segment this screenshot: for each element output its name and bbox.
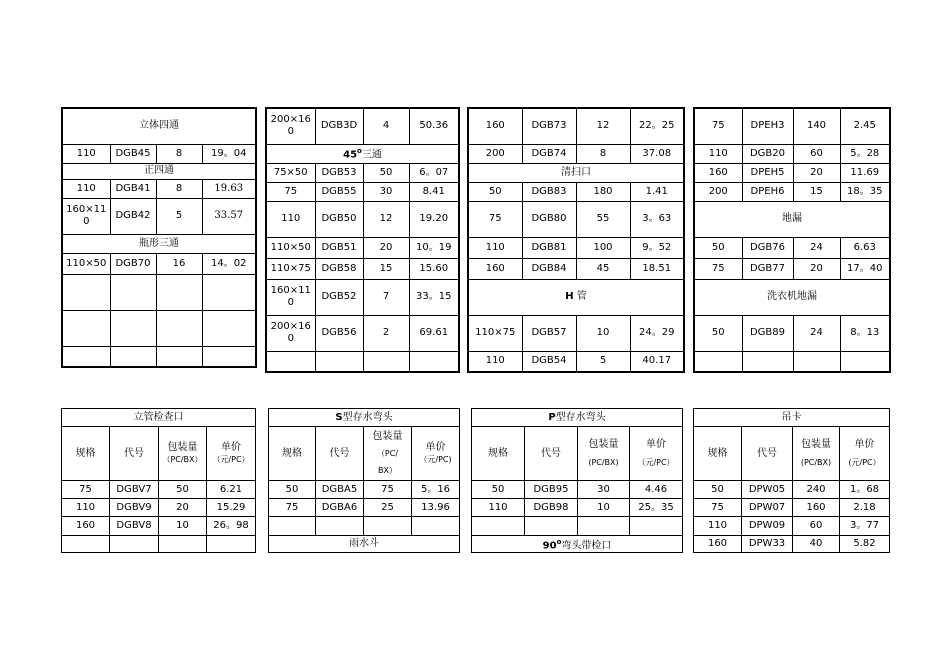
empty-row <box>62 536 256 553</box>
table-row: 110 DGB54 5 40.17 <box>468 351 684 372</box>
table-row: 200×160 DGB3D 4 50.36 <box>266 108 459 144</box>
section-title: 45$^o$三通 <box>266 144 459 163</box>
table-row: 200×160 DGB56 2 69.61 <box>266 315 459 351</box>
table-row: 200 DPEH6 15 18。35 <box>694 182 890 201</box>
section-title: S型存水弯头 <box>269 409 460 427</box>
table-p-trap <box>471 408 683 553</box>
table-cleanout-h-pipe <box>467 107 685 373</box>
section-title: 立体四通 <box>62 108 256 144</box>
table-row: 75 DGBV7 50 6.21 <box>62 481 256 499</box>
table-row: 110 DGB45 8 19。04 <box>62 144 256 163</box>
header-row: 规格 代号 包装量 (PC/BX) 单价 (元/PC） <box>694 427 890 481</box>
table-row: 75 DPW07 160 2.18 <box>694 499 890 517</box>
table-row: 160 DPW33 40 5.82 <box>694 536 890 553</box>
table-row: 50 DPW05 240 1。68 <box>694 481 890 499</box>
table-row: 110 DPW09 60 3。77 <box>694 517 890 536</box>
section-title: 吊卡 <box>694 409 890 427</box>
table-row: 160×110 DGB42 5 33.57 <box>62 198 256 234</box>
empty-row <box>266 351 459 372</box>
section-title: 90$^o$弯头带检口 <box>472 536 683 553</box>
table-row: 110 DGB50 12 19.20 <box>266 201 459 237</box>
section-title: 正四通 <box>62 163 256 179</box>
table-row: 110 DGB41 8 19.63 <box>62 179 256 198</box>
table-row: 160 DGB73 12 22。25 <box>468 108 684 144</box>
empty-row <box>472 517 683 536</box>
table-row: 110×75 DGB57 10 24。29 <box>468 315 684 351</box>
header-row: 规格 代号 包装量 (PC/BX) 单价 （元/PC） <box>472 427 683 481</box>
table-pipe-clamps <box>693 408 890 553</box>
table-riser-access <box>61 408 256 553</box>
section-title: H 管 <box>468 279 684 315</box>
section-title: 瓶形三通 <box>62 234 256 253</box>
table-s-trap <box>268 408 460 553</box>
section-title: 立管检查口 <box>62 409 256 427</box>
table-row: 50 DGB76 24 6.63 <box>694 237 890 258</box>
section-title: 地漏 <box>694 201 890 237</box>
empty-row <box>62 274 256 310</box>
table-row: 110 DGBV9 20 15.29 <box>62 499 256 517</box>
table-row: 75 DGB55 30 8.41 <box>266 182 459 201</box>
section-title: 洗衣机地漏 <box>694 279 890 315</box>
table-row: 110×75 DGB58 15 15.60 <box>266 258 459 279</box>
table-row: 110×50 DGB70 16 14。02 <box>62 253 256 274</box>
table-row: 110 DGB81 100 9。52 <box>468 237 684 258</box>
table-row: 160 DGBV8 10 26。98 <box>62 517 256 536</box>
table-row: 50 DGB89 24 8。13 <box>694 315 890 351</box>
table-row: 50 DGB83 180 1.41 <box>468 182 684 201</box>
section-title: P型存水弯头 <box>472 409 683 427</box>
table-row: 160×110 DGB52 7 33。15 <box>266 279 459 315</box>
table-row: 110 DGB20 60 5。28 <box>694 144 890 163</box>
table-row: 75 DGB80 55 3。63 <box>468 201 684 237</box>
table-row: 50 DGB95 30 4.46 <box>472 481 683 499</box>
table-row: 110×50 DGB51 20 10。19 <box>266 237 459 258</box>
empty-row <box>62 346 256 367</box>
table-row: 75 DGBA6 25 13.96 <box>269 499 460 517</box>
table-45-tees <box>265 107 460 373</box>
table-row: 75 DPEH3 140 2.45 <box>694 108 890 144</box>
empty-row <box>62 310 256 346</box>
header-row: 规格 代号 包装量 （PC/ BX） 单价 （元/PC) <box>269 427 460 481</box>
table-row: 160 DGB84 45 18.51 <box>468 258 684 279</box>
empty-row <box>694 351 890 372</box>
section-title: 清扫口 <box>468 163 684 182</box>
table-row: 160 DPEH5 20 11.69 <box>694 163 890 182</box>
table-row: 200 DGB74 8 37.08 <box>468 144 684 163</box>
empty-row <box>269 517 460 536</box>
table-four-way-tees <box>61 107 257 368</box>
table-row: 50 DGBA5 75 5。16 <box>269 481 460 499</box>
table-floor-drains <box>693 107 891 373</box>
table-row: 75×50 DGB53 50 6。07 <box>266 163 459 182</box>
table-row: 110 DGB98 10 25。35 <box>472 499 683 517</box>
header-row: 规格 代号 包装量 （PC/BX） 单价 （元/PC） <box>62 427 256 481</box>
section-title: 雨水斗 <box>269 536 460 553</box>
table-row: 75 DGB77 20 17。40 <box>694 258 890 279</box>
